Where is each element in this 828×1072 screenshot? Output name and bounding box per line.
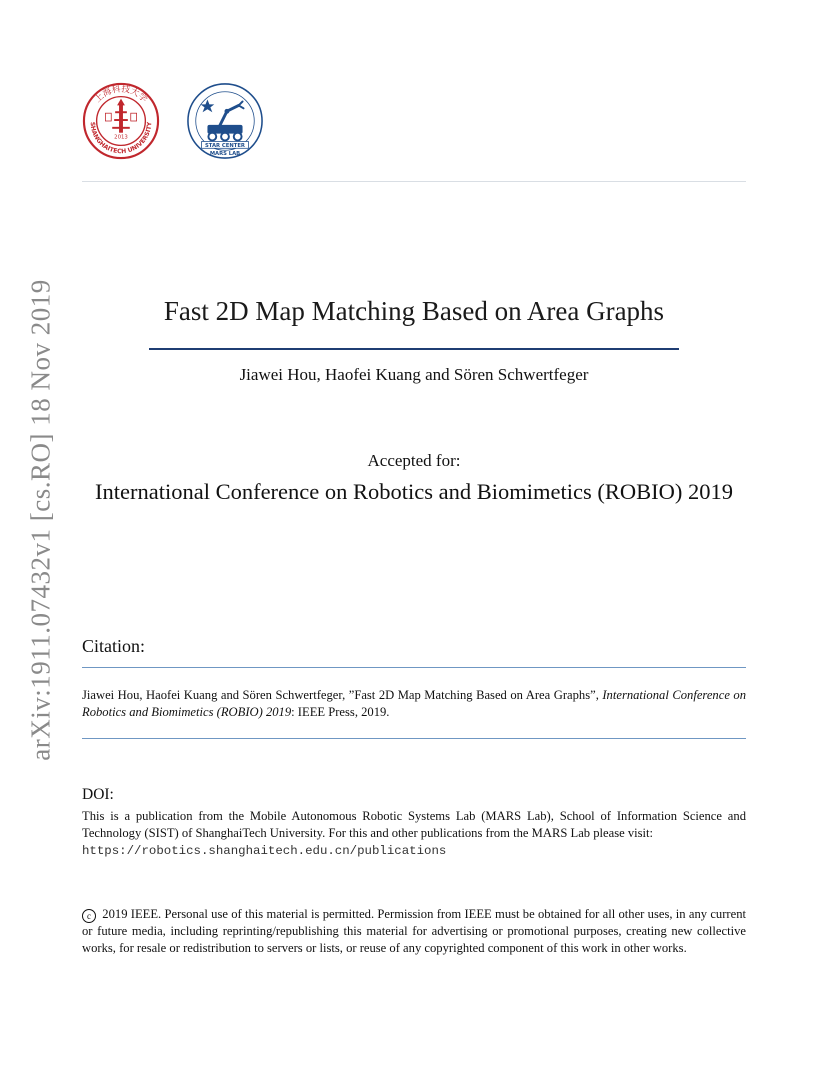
publication-notice-text: This is a publication from the Mobile Autonomous Robotic Systems Lab (MARS Lab), School of Information Science and Technology (SIST) of ShanghaiTech University. For this and other publications from the MARS Lab please visit: (82, 809, 746, 840)
citation-heading: Citation: (82, 636, 145, 656)
citation-publisher: : IEEE Press, 2019. (291, 705, 390, 719)
header-divider (82, 181, 746, 182)
publications-url[interactable]: https://robotics.shanghaitech.edu.cn/publications (82, 844, 447, 858)
citation-authors-title: Jiawei Hou, Haofei Kuang and Sören Schwertfeger, ”Fast 2D Map Matching Based on Area Graphs”, (82, 688, 603, 702)
accepted-label: Accepted for: (367, 451, 461, 470)
citation-text (82, 687, 746, 721)
copyright-text: 2019 IEEE. Personal use of this material is permitted. Permission from IEEE must be obtained for all other uses, in any current or future media, including reprinting/republishing this material for advertising or promotional purposes, creating new collective works, for resale or redistribution to servers or lists, or reuse of any copyrighted component of this work in other works. (82, 907, 746, 955)
logo-sub-text: MARS LAB (209, 151, 241, 158)
logo-banner-text: STAR CENTER (205, 142, 245, 149)
logo-year: 2013 (114, 134, 128, 141)
paper-title: Fast 2D Map Matching Based on Area Graphs (163, 296, 665, 326)
logo-ring-text: SHANGHAITECH UNIVERSITY (88, 121, 154, 156)
mars-lab-logo (186, 82, 264, 160)
copyright-notice (82, 906, 746, 956)
copyright-icon: c (82, 909, 96, 923)
citation-venue: International Conference on Robotics and Biomimetics (ROBIO) 2019 (82, 688, 747, 719)
publication-notice (82, 808, 746, 860)
logo-chinese-text: 上海科技大学 (93, 84, 149, 105)
arxiv-side-stamp: arXiv:1911.07432v1 [cs.RO] 18 Nov 2019 (25, 279, 56, 761)
shanghaitech-university-logo (82, 82, 160, 160)
paper-authors: Jiawei Hou, Haofei Kuang and Sören Schwertfeger (239, 365, 589, 384)
doi-heading: DOI: (82, 786, 114, 803)
title-underline (149, 348, 679, 350)
citation-top-rule (82, 667, 746, 668)
citation-bottom-rule (82, 738, 746, 739)
conference-venue: International Conference on Robotics and Biomimetics (ROBIO) 2019 (95, 479, 733, 504)
